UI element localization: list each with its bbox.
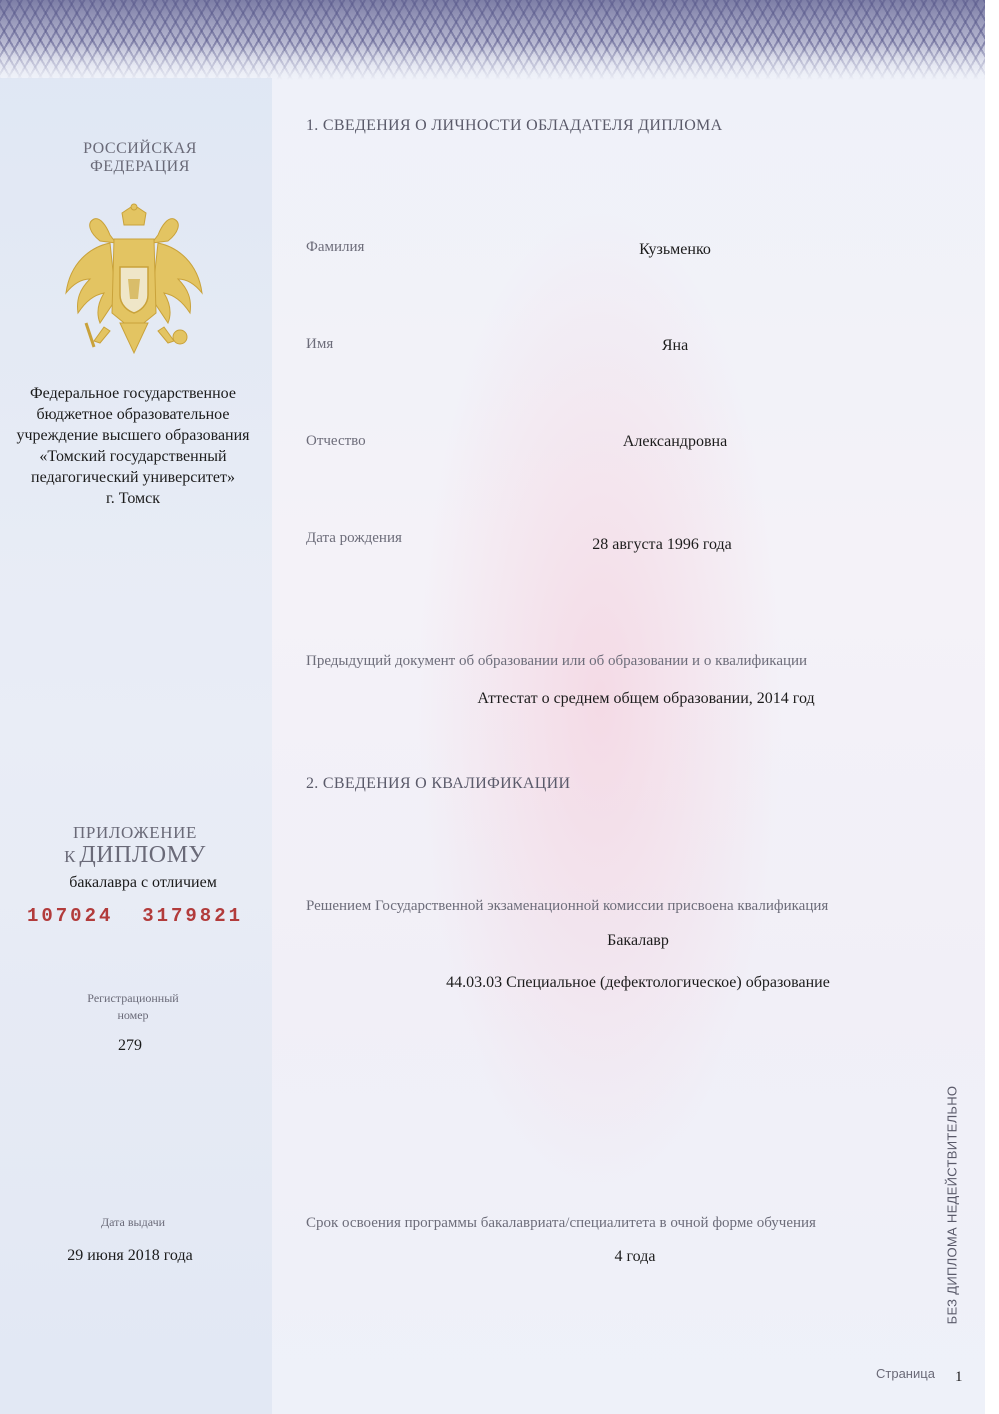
page-label: Страница [876,1366,935,1381]
name-value: Яна [661,337,689,354]
appendix-title-line1: ПРИЛОЖЕНИЕ [73,823,197,842]
country-name [40,140,240,176]
validity-note-text: БЕЗ ДИПЛОМА НЕДЕЙСТВИТЕЛЬНО [944,1085,960,1325]
birth-date-value: 28 августа 1996 года [592,536,732,553]
issue-date-label: Дата выдачи [100,1215,166,1229]
institution-line: учреждение высшего образования [16,427,250,444]
serial-part-2: 3179821 [142,905,244,927]
guilloche-border [0,0,985,80]
section2-heading: 2. СВЕДЕНИЯ О КВАЛИФИКАЦИИ [306,775,571,792]
patronymic-value: Александровна [622,433,728,450]
institution-line: Федеральное государственное [30,385,236,402]
reg-number: 279 [118,1037,142,1054]
institution-line: бюджетное образовательное [36,406,230,423]
serial-part-1: 107024 [26,905,114,927]
surname-label: Фамилия [306,239,365,255]
country-line-1: РОССИЙСКАЯ [83,140,197,157]
validity-note [932,1085,972,1325]
issue-date: 29 июня 2018 года [67,1247,193,1264]
reg-number-label [30,990,236,1024]
study-duration-value: 4 года [614,1248,656,1265]
diploma-type: бакалавра с отличием [69,874,217,891]
institution-line: г. Томск [105,490,161,507]
specialty-value: 44.03.03 Специальное (дефектологическое) образование [446,974,830,991]
previous-document-label: Предыдущий документ об образовании или об образовании и о квалификации [306,653,808,669]
serial-number [20,905,250,927]
appendix-title-k: К [64,847,76,866]
institution-line: «Томский государственный [39,448,227,465]
institution-line: педагогический университет» [31,469,235,486]
reg-label-line1: Регистрационный [87,991,179,1005]
name-label: Имя [306,336,334,352]
coat-of-arms-icon [60,203,208,363]
appendix-title-line2 [30,842,240,869]
page-number: 1 [955,1369,963,1385]
surname-value: Кузьменко [639,241,711,258]
patronymic-label: Отчество [306,433,366,449]
appendix-title-diploma: ДИПЛОМУ [79,842,206,868]
qualification-value: Бакалавр [607,932,669,949]
country-line-2: ФЕДЕРАЦИЯ [90,158,190,175]
reg-label-line2: номер [117,1008,149,1022]
previous-document-value: Аттестат о среднем общем образовании, 2014 год [477,690,815,707]
birth-date-label: Дата рождения [306,530,402,546]
section1-heading: 1. СВЕДЕНИЯ О ЛИЧНОСТИ ОБЛАДАТЕЛЯ ДИПЛОМА [306,117,723,134]
study-duration-label: Срок освоения программы бакалавриата/специалитета в очной форме обучения [306,1215,816,1231]
qualification-decision-label: Решением Государственной экзаменационной комиссии присвоена квалификация [306,898,829,914]
institution-name [0,383,266,509]
